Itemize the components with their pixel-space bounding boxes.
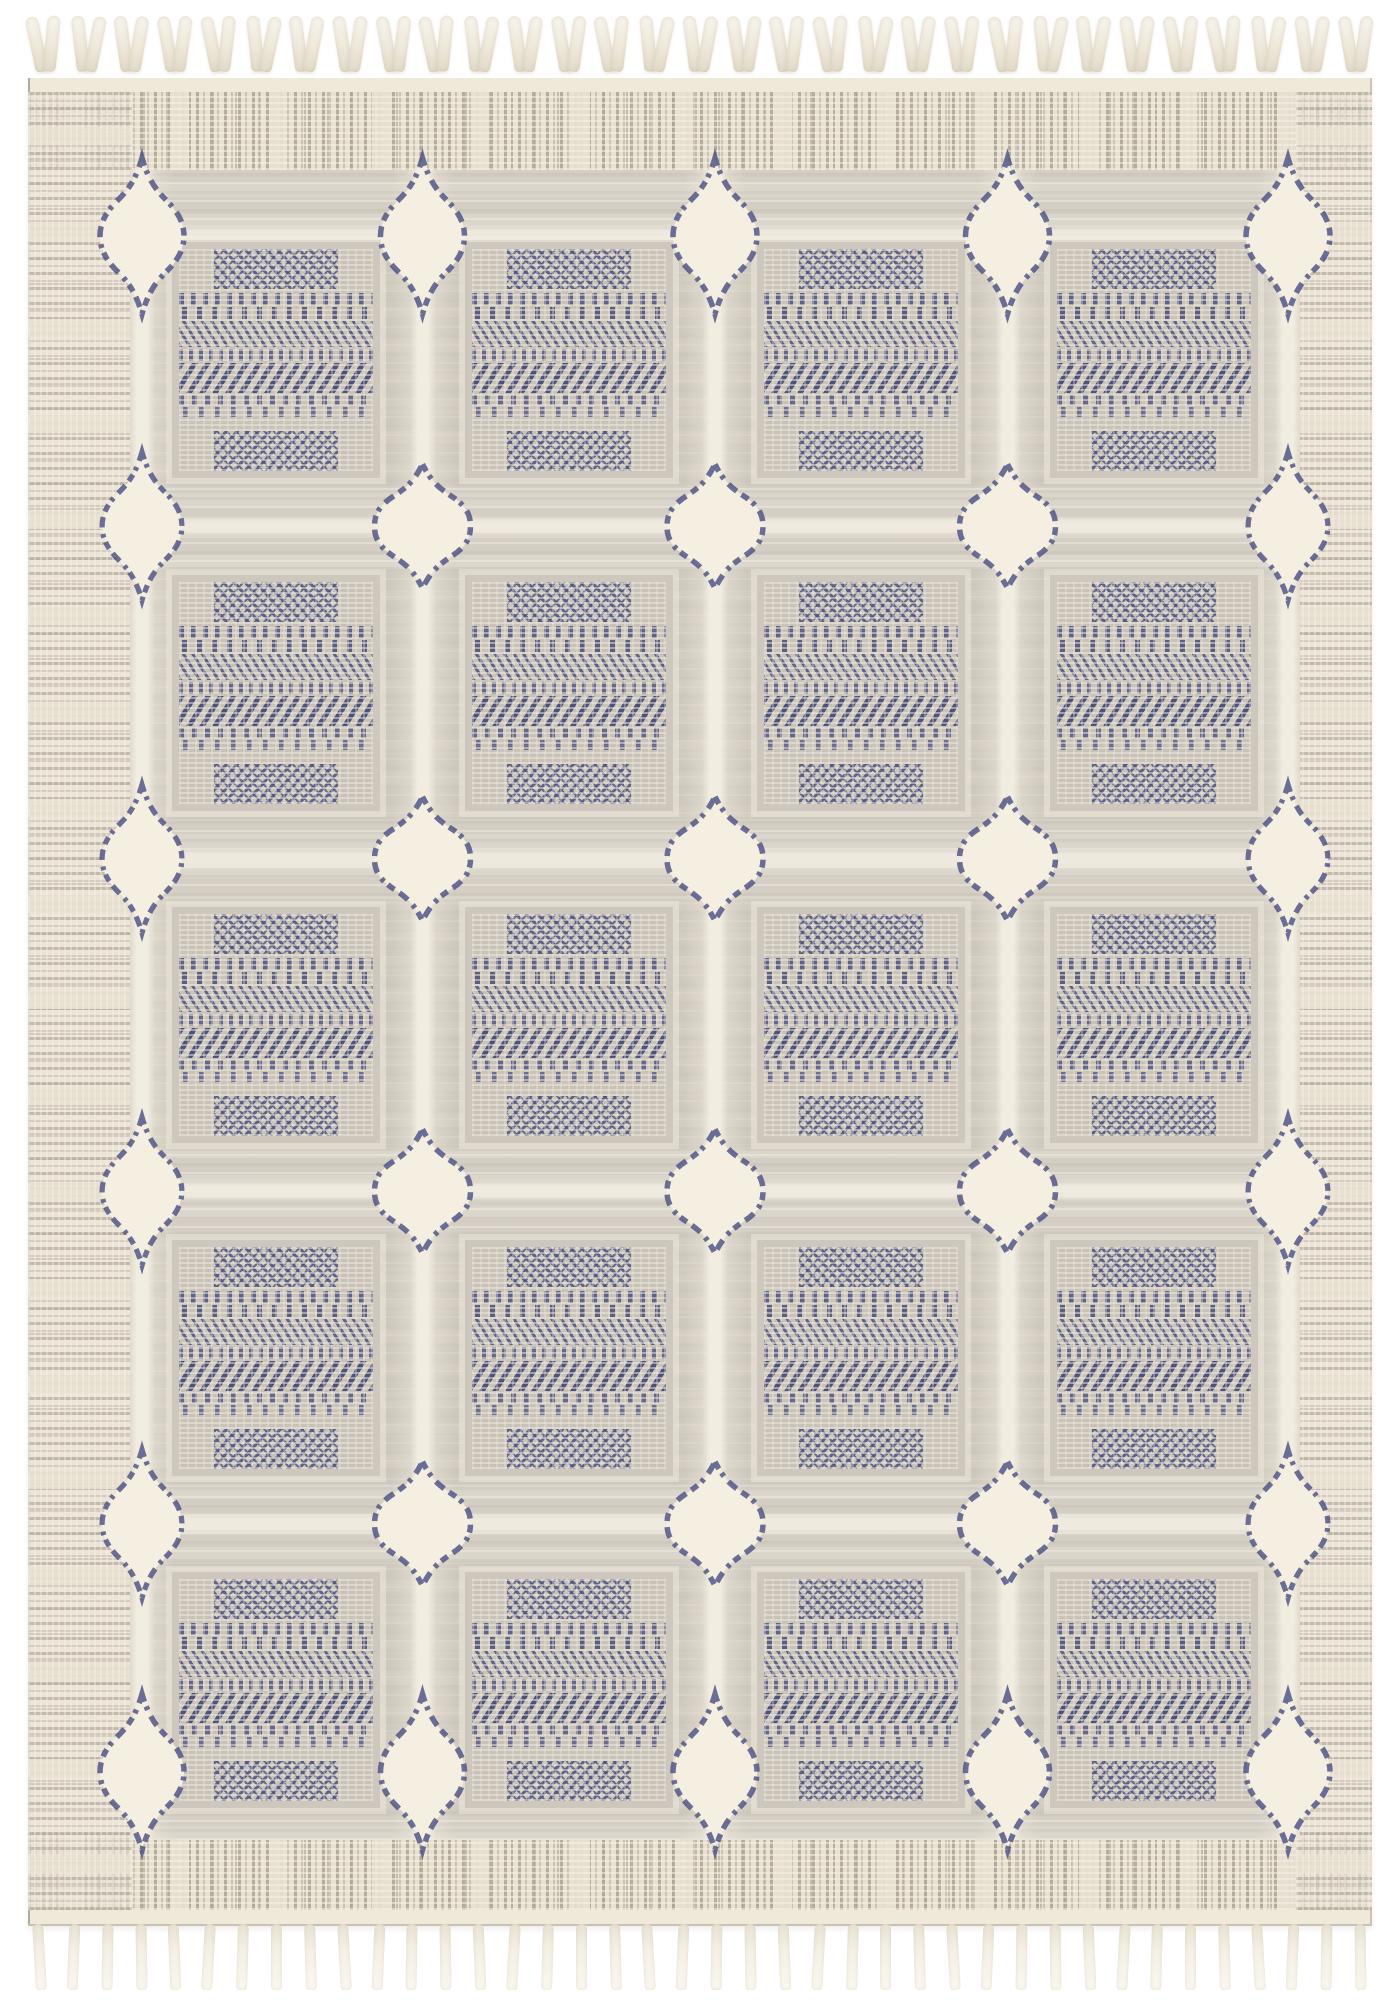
pattern-block: [463, 1238, 675, 1478]
tassel: [424, 5, 452, 76]
pattern-block: [170, 905, 382, 1145]
cream-vertical-band: [410, 170, 436, 1840]
tassel: [913, 1924, 926, 1990]
border-left-stripes: [28, 92, 132, 1910]
rug-field: [130, 170, 1300, 1840]
tassel: [1116, 1924, 1131, 1991]
tassel: [337, 1924, 352, 1991]
tassel: [304, 1924, 317, 1990]
pattern-block-texture: [179, 1247, 373, 1469]
pattern-block-texture: [764, 582, 958, 804]
tassel: [1251, 1924, 1266, 1991]
pattern-block: [170, 573, 382, 813]
tassel: [163, 6, 188, 76]
tassel: [201, 1924, 216, 1991]
tassel: [1354, 1924, 1366, 1990]
pattern-block-texture: [472, 1247, 666, 1469]
pattern-block-texture: [179, 914, 373, 1136]
tassel: [711, 1924, 723, 1990]
tassel: [66, 1924, 80, 1990]
fringe-top: [32, 6, 1368, 80]
tassel: [1082, 1924, 1096, 1990]
pattern-block-texture: [1057, 914, 1251, 1136]
tassel: [642, 1924, 657, 1991]
pattern-block: [755, 1570, 967, 1810]
pattern-block-texture: [1057, 1579, 1251, 1801]
pattern-block-texture: [1057, 582, 1251, 804]
tassel: [642, 5, 670, 76]
border-right-stripes: [1296, 92, 1372, 1910]
pattern-block-texture: [764, 1247, 958, 1469]
pattern-block: [170, 240, 382, 480]
tassel: [101, 1924, 113, 1990]
tassel: [135, 1924, 147, 1990]
tassel: [1255, 6, 1282, 77]
pattern-block: [463, 240, 675, 480]
tassel: [861, 6, 888, 77]
pattern-block: [755, 1238, 967, 1478]
tassel: [541, 1924, 554, 1990]
cream-vertical-band: [995, 170, 1021, 1840]
pattern-block: [1048, 240, 1260, 480]
cream-vertical-band: [130, 170, 155, 1840]
pattern-block-texture: [472, 1579, 666, 1801]
tassel: [236, 1924, 249, 1990]
pattern-block-texture: [472, 914, 666, 1136]
pattern-block-texture: [764, 1579, 958, 1801]
tassel: [1036, 5, 1064, 76]
tassel: [168, 1924, 182, 1990]
tassel: [1015, 1924, 1027, 1990]
pattern-block: [1048, 573, 1260, 813]
tassel: [609, 1924, 622, 1990]
tassel: [811, 1924, 826, 1991]
tassel: [846, 1924, 859, 1990]
tassel: [1125, 6, 1149, 76]
tassel: [249, 5, 277, 76]
tassel: [950, 6, 975, 76]
pattern-block: [170, 1570, 382, 1810]
pattern-block-texture: [472, 249, 666, 471]
pattern-block-texture: [179, 249, 373, 471]
tassel: [732, 6, 756, 76]
rug-body: [28, 78, 1372, 1926]
fringe-bottom: [34, 1922, 1366, 1998]
pattern-block: [463, 905, 675, 1145]
tassel: [1343, 6, 1368, 76]
tassel: [406, 1924, 418, 1990]
tassel: [30, 5, 58, 76]
tassel: [381, 6, 407, 77]
tassel: [778, 1924, 792, 1990]
tassel: [599, 6, 626, 77]
tassel: [774, 6, 800, 77]
pattern-block: [1048, 905, 1260, 1145]
border-top-stripes: [28, 92, 1372, 170]
tassel: [74, 6, 101, 77]
tassel: [512, 6, 537, 76]
tassel: [1080, 6, 1106, 77]
tassel: [556, 6, 581, 76]
tassel: [205, 6, 232, 77]
tassel: [1320, 1924, 1332, 1990]
pattern-block: [463, 1570, 675, 1810]
pattern-block-texture: [179, 582, 373, 804]
tassel: [371, 1924, 385, 1990]
tassel: [440, 1924, 452, 1990]
tassel: [119, 6, 144, 76]
pattern-block-texture: [472, 582, 666, 804]
tassel: [1168, 6, 1194, 77]
tassel: [576, 1924, 587, 1990]
tassel: [32, 1924, 47, 1991]
tassel: [745, 1924, 757, 1990]
tassel: [1285, 1924, 1299, 1990]
pattern-block: [1048, 1238, 1260, 1478]
pattern-block-texture: [179, 1579, 373, 1801]
tassel: [1210, 5, 1238, 76]
pattern-block-texture: [1057, 1247, 1251, 1469]
tassel: [1150, 1924, 1163, 1990]
tassel: [1049, 1924, 1061, 1990]
tassel: [676, 1924, 690, 1990]
tassel: [817, 5, 845, 76]
tassel: [473, 1924, 487, 1990]
tassel: [687, 6, 713, 77]
pattern-block-texture: [764, 249, 958, 471]
tassel: [271, 1924, 282, 1990]
border-bottom-stripes: [28, 1832, 1372, 1910]
tassel: [906, 6, 931, 76]
tassel: [506, 1924, 521, 1991]
pattern-block: [170, 1238, 382, 1478]
tassel: [1218, 1924, 1231, 1990]
pattern-block: [755, 905, 967, 1145]
tassel: [468, 6, 495, 77]
tassel: [981, 1924, 995, 1990]
tassel: [946, 1924, 961, 1991]
pattern-block: [755, 240, 967, 480]
pattern-block-texture: [1057, 249, 1251, 471]
tassel: [338, 6, 362, 76]
cream-vertical-band: [702, 170, 728, 1840]
pattern-block: [463, 573, 675, 813]
tassel: [293, 6, 319, 77]
pattern-block: [755, 573, 967, 813]
tassel: [992, 6, 1019, 77]
tassel: [880, 1924, 891, 1990]
cream-vertical-band: [1275, 170, 1300, 1840]
pattern-block: [1048, 1570, 1260, 1810]
tassel: [1299, 6, 1324, 76]
pattern-block-texture: [764, 914, 958, 1136]
tassel: [1185, 1924, 1196, 1990]
